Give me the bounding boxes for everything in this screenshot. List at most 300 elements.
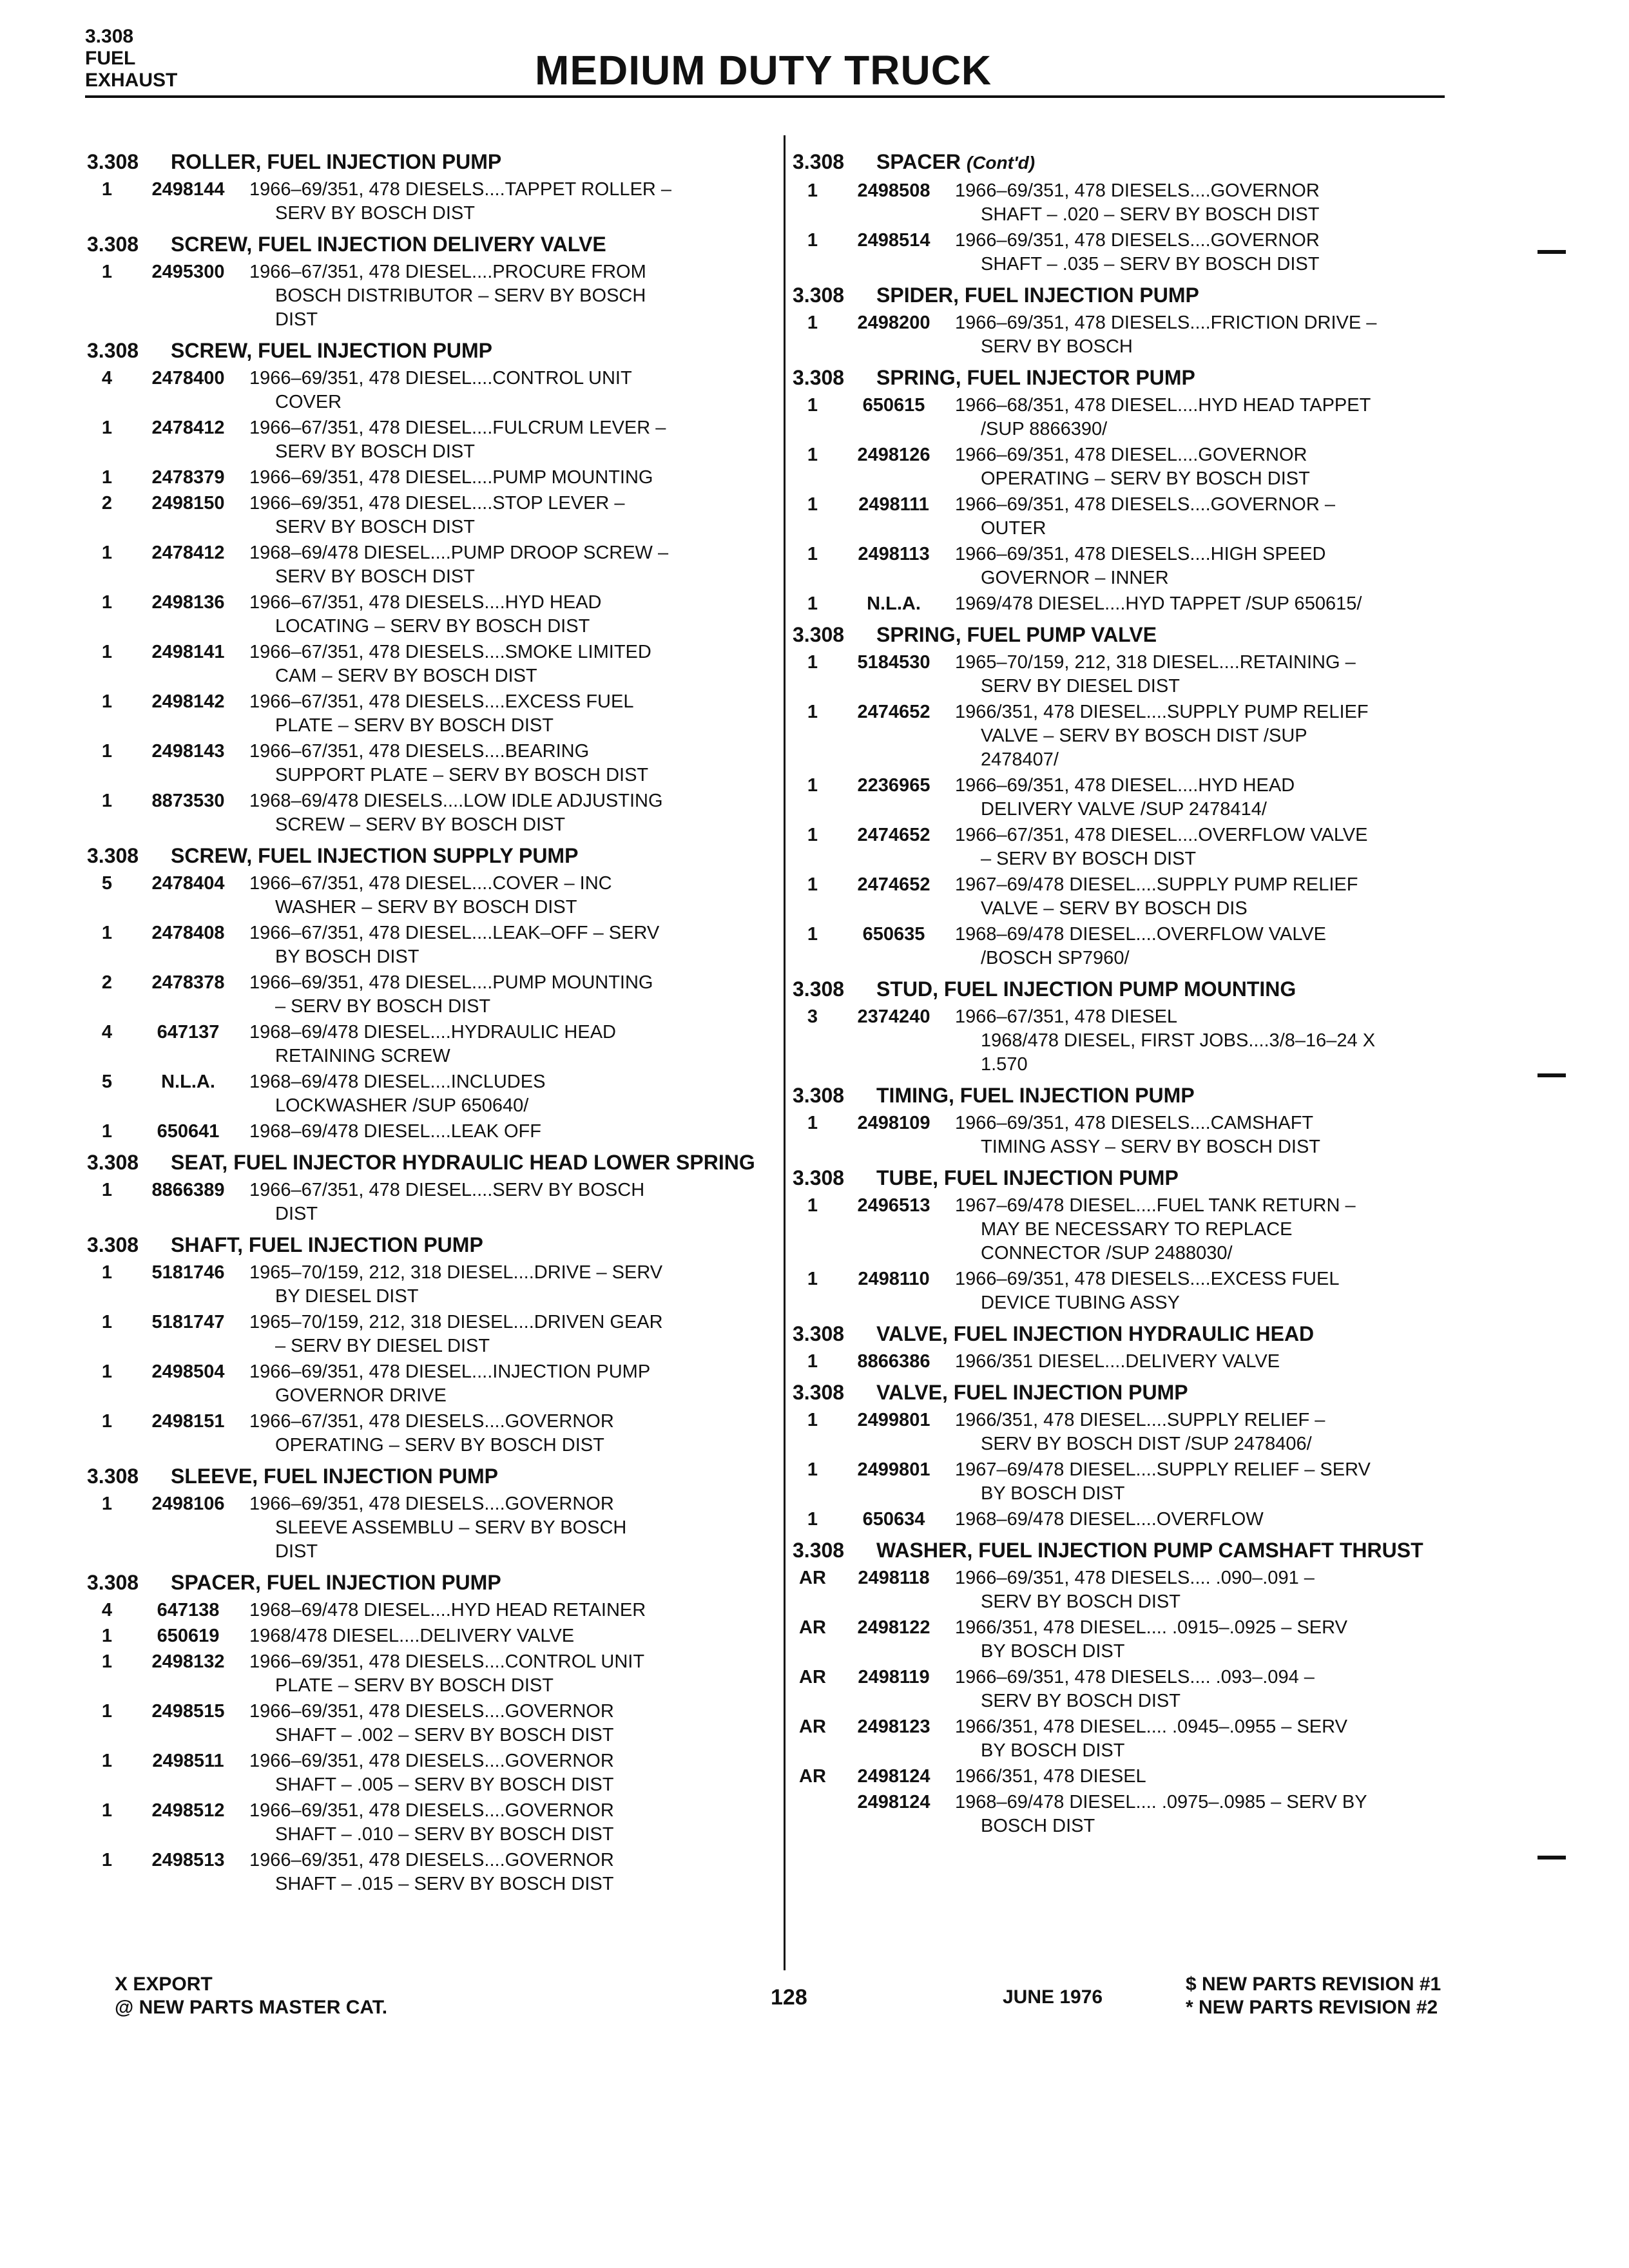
part-quantity: 1	[101, 1361, 113, 1382]
part-description-line: SLEEVE ASSEMBLU – SERV BY BOSCH	[275, 1517, 627, 1538]
part-number: 2498110	[858, 1269, 930, 1289]
section-title-text: VALVE, FUEL INJECTION HYDRAULIC HEAD	[876, 1322, 1315, 1345]
part-quantity: 1	[807, 924, 818, 945]
part-description	[249, 1178, 770, 1226]
part-quantity: 1	[101, 691, 113, 712]
section-title-text: SLEEVE, FUEL INJECTION PUMP	[171, 1465, 498, 1488]
part-row	[87, 1492, 770, 1564]
part-row	[87, 1021, 770, 1068]
part-quantity: 1	[807, 593, 818, 614]
header-section-code	[85, 26, 177, 91]
part-quantity: 1	[101, 1626, 113, 1646]
part-row	[87, 921, 770, 969]
header-category-exhaust: EXHAUST	[85, 70, 178, 91]
part-description-line: 1966–69/351, 478 DIESEL....CONTROL UNIT	[249, 368, 632, 389]
section-code: 3.308	[87, 1151, 139, 1174]
part-description-line: BOSCH DISTRIBUTOR – SERV BY BOSCH	[275, 285, 646, 306]
part-quantity: 4	[101, 1600, 113, 1620]
section-code: 3.308	[87, 1233, 139, 1256]
part-description-line: SHAFT – .035 – SERV BY BOSCH DIST	[981, 254, 1320, 274]
part-description	[249, 872, 770, 919]
part-row	[793, 493, 1476, 541]
part-row	[793, 1458, 1476, 1506]
section-code: 3.308	[87, 844, 139, 867]
part-number: N.L.A.	[867, 593, 921, 614]
parts-section	[793, 1083, 1476, 1159]
part-description-line: 2478407/	[981, 749, 1059, 770]
part-row	[793, 1666, 1476, 1713]
part-description	[249, 1311, 770, 1358]
part-number: 2474652	[857, 825, 930, 845]
part-description-line: – SERV BY DIESEL DIST	[275, 1336, 490, 1356]
section-title-text: SCREW, FUEL INJECTION PUMP	[171, 339, 493, 362]
part-description-line: SHAFT – .005 – SERV BY BOSCH DIST	[275, 1774, 614, 1795]
section-title-text: SEAT, FUEL INJECTOR HYDRAULIC HEAD LOWER SPRING	[171, 1151, 755, 1174]
part-description	[955, 443, 1476, 491]
part-row	[87, 367, 770, 414]
page-number: 128	[771, 1985, 807, 2010]
part-row	[87, 740, 770, 787]
part-description-line: DEVICE TUBING ASSY	[981, 1293, 1180, 1313]
section-title	[876, 977, 1476, 1001]
part-quantity: 1	[807, 544, 818, 564]
section-title-text: TUBE, FUEL INJECTION PUMP	[876, 1166, 1179, 1189]
part-description-line: BY BOSCH DIST	[275, 947, 419, 967]
part-quantity: 1	[101, 1312, 113, 1332]
section-heading	[87, 1570, 770, 1595]
section-heading	[87, 1464, 770, 1488]
footer-master: @ NEW PARTS MASTER CAT.	[115, 1997, 388, 2018]
section-title-text: ROLLER, FUEL INJECTION PUMP	[171, 150, 502, 173]
section-heading	[87, 1233, 770, 1257]
section-title-text: SPRING, FUEL INJECTOR PUMP	[876, 366, 1195, 389]
part-row	[793, 1616, 1476, 1664]
part-description-line: 1966–69/351, 478 DIESELS....GOVERNOR	[249, 1800, 614, 1821]
part-description-line: 1965–70/159, 212, 318 DIESEL....DRIVE – SERV	[249, 1262, 663, 1283]
part-row	[793, 592, 1476, 616]
section-heading	[87, 149, 770, 174]
parts-section	[87, 1464, 770, 1564]
part-description-line: 1968/478 DIESEL....DELIVERY VALVE	[249, 1626, 575, 1646]
parts-section	[793, 977, 1476, 1077]
part-description-line: 1966–69/351, 478 DIESELS....TAPPET ROLLER –	[249, 179, 672, 200]
part-number: 8866389	[151, 1180, 225, 1200]
part-description	[249, 640, 770, 688]
part-row	[87, 1070, 770, 1118]
part-row	[87, 178, 770, 226]
part-description-line: BY BOSCH DIST	[981, 1483, 1125, 1504]
part-quantity: 1	[101, 418, 113, 438]
part-row	[87, 690, 770, 738]
part-quantity: 1	[807, 1113, 818, 1133]
part-description	[249, 1799, 770, 1847]
parts-section	[87, 843, 770, 1144]
section-heading	[793, 1538, 1476, 1562]
part-description	[955, 311, 1476, 359]
part-description	[249, 1749, 770, 1797]
part-number: 2498514	[857, 230, 930, 251]
part-description-line: 1966/351, 478 DIESEL....SUPPLY PUMP RELIEF	[955, 702, 1369, 722]
part-description-line: SERV BY BOSCH DIST	[275, 517, 475, 537]
part-description	[955, 1715, 1476, 1763]
part-quantity: 1	[101, 1180, 113, 1200]
section-heading	[793, 1166, 1476, 1190]
part-quantity: 1	[101, 642, 113, 662]
part-number: 650619	[157, 1626, 220, 1646]
part-description	[249, 260, 770, 332]
part-quantity: 1	[101, 1850, 113, 1870]
part-row	[87, 1261, 770, 1309]
part-quantity: AR	[799, 1617, 826, 1638]
part-description-line: 1966–69/351, 478 DIESELS....GOVERNOR	[955, 230, 1320, 251]
section-code: 3.308	[87, 1465, 139, 1488]
part-description-line: SHAFT – .020 – SERV BY BOSCH DIST	[981, 204, 1320, 225]
part-row	[793, 700, 1476, 772]
part-quantity: 1	[807, 395, 818, 416]
part-description-line: BY DIESEL DIST	[275, 1286, 419, 1307]
part-description	[955, 923, 1476, 970]
part-quantity: 1	[807, 652, 818, 673]
left-column	[87, 149, 770, 1903]
part-description	[249, 921, 770, 969]
part-row	[793, 1508, 1476, 1532]
part-number: 2478404	[151, 873, 225, 894]
part-quantity: 1	[101, 923, 113, 943]
part-row	[87, 1360, 770, 1408]
part-quantity: AR	[799, 1766, 826, 1787]
part-row	[87, 1749, 770, 1797]
part-quantity: 1	[101, 1262, 113, 1283]
section-title	[171, 338, 770, 363]
parts-section	[793, 149, 1476, 276]
part-quantity: 1	[101, 1494, 113, 1514]
part-number: 2474652	[857, 874, 930, 895]
part-description-line: GOVERNOR – INNER	[981, 568, 1169, 588]
part-description-line: 1966/351, 478 DIESEL	[955, 1766, 1146, 1787]
part-number: 2498513	[151, 1850, 225, 1870]
part-description-line: /SUP 8866390/	[981, 419, 1108, 439]
part-description	[249, 1360, 770, 1408]
part-number: 2498136	[151, 592, 225, 613]
part-description-line: WASHER – SERV BY BOSCH DIST	[275, 897, 577, 918]
section-title	[171, 149, 770, 174]
part-description-line: SERV BY BOSCH DIST	[275, 203, 475, 224]
part-description-line: RETAINING SCREW	[275, 1046, 450, 1066]
part-number: 5181746	[151, 1262, 225, 1283]
part-description	[249, 740, 770, 787]
part-description	[955, 1791, 1476, 1838]
part-number: 650641	[157, 1121, 220, 1142]
part-description-line: 1966–69/351, 478 DIESEL....PUMP MOUNTING	[249, 972, 653, 993]
part-number: 2496513	[857, 1195, 930, 1216]
parts-section	[87, 1570, 770, 1896]
part-quantity: 1	[807, 1269, 818, 1289]
part-number: 650634	[862, 1509, 925, 1530]
part-row	[87, 541, 770, 589]
part-quantity: 4	[101, 368, 113, 389]
part-description	[249, 541, 770, 589]
part-description	[249, 416, 770, 464]
margin-mark	[1537, 1073, 1566, 1077]
part-description	[955, 179, 1476, 227]
section-heading	[87, 338, 770, 363]
part-number: 5184530	[857, 652, 930, 673]
section-heading	[793, 1083, 1476, 1108]
part-description-line: 1968–69/478 DIESEL....OVERFLOW	[955, 1509, 1264, 1530]
part-number: 8873530	[151, 791, 225, 811]
part-row	[793, 1791, 1476, 1838]
part-quantity: 1	[101, 1800, 113, 1821]
part-description-line: VALVE – SERV BY BOSCH DIS	[981, 898, 1248, 919]
part-description-line: 1966–69/351, 478 DIESELS....FRICTION DRIVE –	[955, 312, 1377, 333]
part-description	[955, 592, 1476, 616]
part-description-line: 1969/478 DIESEL....HYD TAPPET /SUP 650615/	[955, 593, 1362, 614]
part-row	[87, 971, 770, 1019]
section-code: 3.308	[793, 1322, 845, 1345]
part-number: 650635	[862, 924, 925, 945]
section-continued: (Cont'd)	[966, 153, 1036, 173]
part-number: 2498124	[857, 1792, 930, 1812]
section-code: 3.308	[793, 1084, 845, 1107]
part-description	[955, 1508, 1476, 1532]
part-description	[249, 1492, 770, 1564]
section-title	[876, 622, 1476, 647]
part-number: 2498113	[858, 544, 930, 564]
part-description-line: 1966–69/351, 478 DIESEL....HYD HEAD	[955, 775, 1295, 796]
section-title-text: SHAFT, FUEL INJECTION PUMP	[171, 1233, 483, 1256]
section-code: 3.308	[87, 233, 139, 256]
part-description-line: LOCKWASHER /SUP 650640/	[275, 1095, 529, 1116]
parts-section	[793, 1380, 1476, 1532]
part-description-line: 1968–69/478 DIESEL....HYD HEAD RETAINER	[249, 1600, 646, 1620]
part-description-line: 1966–67/351, 478 DIESEL....SERV BY BOSCH	[249, 1180, 645, 1200]
part-description-line: 1966–67/351, 478 DIESEL....LEAK–OFF – SERV	[249, 923, 660, 943]
part-description-line: 1966–69/351, 478 DIESEL....PUMP MOUNTING	[249, 467, 653, 488]
part-row	[793, 1111, 1476, 1159]
parts-section	[87, 338, 770, 837]
part-row	[793, 1765, 1476, 1789]
section-title	[876, 1083, 1476, 1108]
section-heading	[793, 622, 1476, 647]
part-number: 2498515	[151, 1701, 225, 1722]
part-description	[955, 1350, 1476, 1374]
part-quantity: 1	[807, 312, 818, 333]
part-description	[249, 971, 770, 1019]
part-description	[249, 1849, 770, 1896]
part-quantity: 1	[807, 1459, 818, 1480]
part-description-line: PLATE – SERV BY BOSCH DIST	[275, 1675, 554, 1696]
section-heading	[793, 1380, 1476, 1405]
part-description	[955, 1566, 1476, 1614]
part-row	[793, 923, 1476, 970]
part-number: 2478400	[151, 368, 225, 389]
footer-revisions	[1186, 1973, 1441, 2019]
part-quantity: 1	[807, 775, 818, 796]
part-number: 2478378	[151, 972, 225, 993]
part-description-line: DELIVERY VALVE /SUP 2478414/	[981, 799, 1267, 820]
part-description	[249, 591, 770, 639]
part-description-line: 1966–69/351, 478 DIESELS....EXCESS FUEL	[955, 1269, 1340, 1289]
part-quantity: 1	[101, 592, 113, 613]
part-row	[793, 1715, 1476, 1763]
part-quantity: 1	[101, 1701, 113, 1722]
part-number: 647138	[157, 1600, 220, 1620]
part-quantity: 1	[101, 741, 113, 762]
part-description-line: 1966–69/351, 478 DIESELS....GOVERNOR	[249, 1850, 614, 1870]
part-description	[249, 492, 770, 539]
part-description	[249, 789, 770, 837]
part-description-line: CAM – SERV BY BOSCH DIST	[275, 666, 537, 686]
part-row	[87, 466, 770, 490]
part-row	[793, 543, 1476, 590]
part-description-line: 1966–69/351, 478 DIESEL....STOP LEVER –	[249, 493, 625, 514]
part-description-line: 1965–70/159, 212, 318 DIESEL....DRIVEN GEAR	[249, 1312, 663, 1332]
part-number: 2478412	[151, 543, 225, 563]
part-description	[955, 1458, 1476, 1506]
part-description-line: 1968–69/478 DIESELS....LOW IDLE ADJUSTING	[249, 791, 663, 811]
section-heading	[87, 843, 770, 868]
part-quantity: 5	[101, 1072, 113, 1092]
part-row	[793, 823, 1476, 871]
part-description	[955, 1408, 1476, 1456]
part-number: 2498511	[152, 1751, 224, 1771]
part-description-line: 1966–69/351, 478 DIESELS....GOVERNOR	[249, 1701, 614, 1722]
part-quantity: 4	[101, 1022, 113, 1043]
part-description-line: – SERV BY BOSCH DIST	[275, 996, 491, 1017]
part-row	[793, 394, 1476, 441]
part-quantity: 1	[807, 874, 818, 895]
part-description	[249, 690, 770, 738]
footer-date: JUNE 1976	[1003, 1986, 1103, 2008]
part-row	[793, 1194, 1476, 1265]
section-title-text: SPACER, FUEL INJECTION PUMP	[171, 1571, 501, 1594]
part-description	[955, 1194, 1476, 1265]
part-number: 2498141	[151, 642, 225, 662]
section-code: 3.308	[793, 284, 845, 307]
section-title-text: TIMING, FUEL INJECTION PUMP	[876, 1084, 1195, 1107]
section-title-text: SPIDER, FUEL INJECTION PUMP	[876, 284, 1199, 307]
part-description-line: 1966–69/351, 478 DIESELS....CONTROL UNIT	[249, 1651, 645, 1672]
part-quantity: 1	[101, 1121, 113, 1142]
part-number: 2498504	[151, 1361, 225, 1382]
part-description-line: 1966–67/351, 478 DIESELS....GOVERNOR	[249, 1411, 614, 1432]
part-description-line: 1965–70/159, 212, 318 DIESEL....RETAINING –	[955, 652, 1356, 673]
part-description	[249, 1650, 770, 1698]
part-number: 2498123	[857, 1716, 930, 1737]
part-description-line: DIST	[275, 1204, 318, 1224]
part-quantity: AR	[799, 1716, 826, 1737]
part-description-line: 1966/351, 478 DIESEL.... .0915–.0925 – SERV	[955, 1617, 1347, 1638]
section-title	[876, 365, 1476, 390]
part-quantity: 3	[807, 1006, 818, 1027]
part-description	[249, 1410, 770, 1457]
part-row	[793, 229, 1476, 276]
part-description-line: LOCATING – SERV BY BOSCH DIST	[275, 616, 590, 637]
section-title-text: SCREW, FUEL INJECTION SUPPLY PUMP	[171, 844, 579, 867]
part-quantity: 1	[807, 825, 818, 845]
part-description-line: 1966–69/351, 478 DIESELS.... .090–.091 –	[955, 1568, 1315, 1588]
part-description-line: SCREW – SERV BY BOSCH DIST	[275, 814, 566, 835]
part-quantity: 5	[101, 873, 113, 894]
part-description-line: BY BOSCH DIST	[981, 1641, 1125, 1662]
section-code: 3.308	[87, 1571, 139, 1594]
section-title-text: SPRING, FUEL PUMP VALVE	[876, 623, 1157, 646]
part-description	[955, 1267, 1476, 1315]
part-description-line: 1966–69/351, 478 DIESEL....INJECTION PUMP	[249, 1361, 651, 1382]
part-quantity	[793, 1791, 833, 1838]
part-description-line: – SERV BY BOSCH DIST	[981, 849, 1197, 869]
parts-section	[87, 1150, 770, 1226]
part-row	[793, 311, 1476, 359]
section-code: 3.308	[793, 1381, 845, 1404]
right-column	[793, 149, 1476, 1845]
part-quantity: 1	[807, 230, 818, 251]
part-description-line: 1968/478 DIESEL, FIRST JOBS....3/8–16–24 X	[981, 1030, 1376, 1051]
part-description-line: 1966–69/351, 478 DIESELS....GOVERNOR	[249, 1494, 614, 1514]
part-description-line: 1967–69/478 DIESEL....SUPPLY PUMP RELIEF	[955, 874, 1358, 895]
page-title: MEDIUM DUTY TRUCK	[535, 47, 992, 93]
part-description	[955, 873, 1476, 921]
part-quantity: AR	[799, 1568, 826, 1588]
part-description-line: 1968–69/478 DIESEL....INCLUDES	[249, 1072, 546, 1092]
part-description-line: 1966/351 DIESEL....DELIVERY VALVE	[955, 1351, 1280, 1372]
part-number: 2236965	[857, 775, 930, 796]
part-description-line: 1966–68/351, 478 DIESEL....HYD HEAD TAPPET	[955, 395, 1371, 416]
part-description-line: SHAFT – .010 – SERV BY BOSCH DIST	[275, 1824, 614, 1845]
footer-revision-1: $ NEW PARTS REVISION #1	[1186, 1974, 1441, 1995]
part-row	[87, 640, 770, 688]
column-divider	[784, 135, 786, 1970]
section-code: 3.308	[793, 1166, 845, 1189]
part-description-line: TIMING ASSY – SERV BY BOSCH DIST	[981, 1137, 1320, 1157]
part-quantity: 1	[807, 1410, 818, 1430]
part-description-line: 1966–67/351, 478 DIESEL....FULCRUM LEVER –	[249, 418, 666, 438]
part-number: 2474652	[857, 702, 930, 722]
part-description-line: DIST	[275, 309, 318, 330]
part-quantity: 1	[101, 1411, 113, 1432]
part-number: 2498132	[151, 1651, 225, 1672]
part-quantity: 1	[807, 1351, 818, 1372]
part-quantity: 1	[101, 791, 113, 811]
part-quantity: 1	[101, 179, 113, 200]
part-number: 2498150	[151, 493, 225, 514]
part-description	[249, 1021, 770, 1068]
part-row	[793, 443, 1476, 491]
part-number: 5181747	[151, 1312, 225, 1332]
part-row	[87, 1849, 770, 1896]
part-number: 2478408	[151, 923, 225, 943]
part-description	[955, 543, 1476, 590]
section-title-text: SCREW, FUEL INJECTION DELIVERY VALVE	[171, 233, 606, 256]
part-description	[955, 1765, 1476, 1789]
footer-legend	[115, 1973, 387, 2019]
header-rule	[85, 95, 1445, 98]
section-code: 3.308	[793, 1539, 845, 1562]
part-row	[87, 591, 770, 639]
part-description-line: BY BOSCH DIST	[981, 1740, 1125, 1761]
section-title	[171, 843, 770, 868]
part-description-line: SUPPORT PLATE – SERV BY BOSCH DIST	[275, 765, 649, 785]
part-number: 2495300	[151, 262, 225, 282]
part-number: 2498111	[858, 494, 929, 515]
section-title	[171, 232, 770, 256]
parts-section	[87, 1233, 770, 1457]
part-row	[87, 1624, 770, 1648]
part-description-line: 1966–69/351, 478 DIESELS.... .093–.094 –	[955, 1667, 1315, 1687]
parts-section	[793, 283, 1476, 359]
part-description-line: /BOSCH SP7960/	[981, 948, 1130, 968]
part-quantity: 1	[807, 494, 818, 515]
